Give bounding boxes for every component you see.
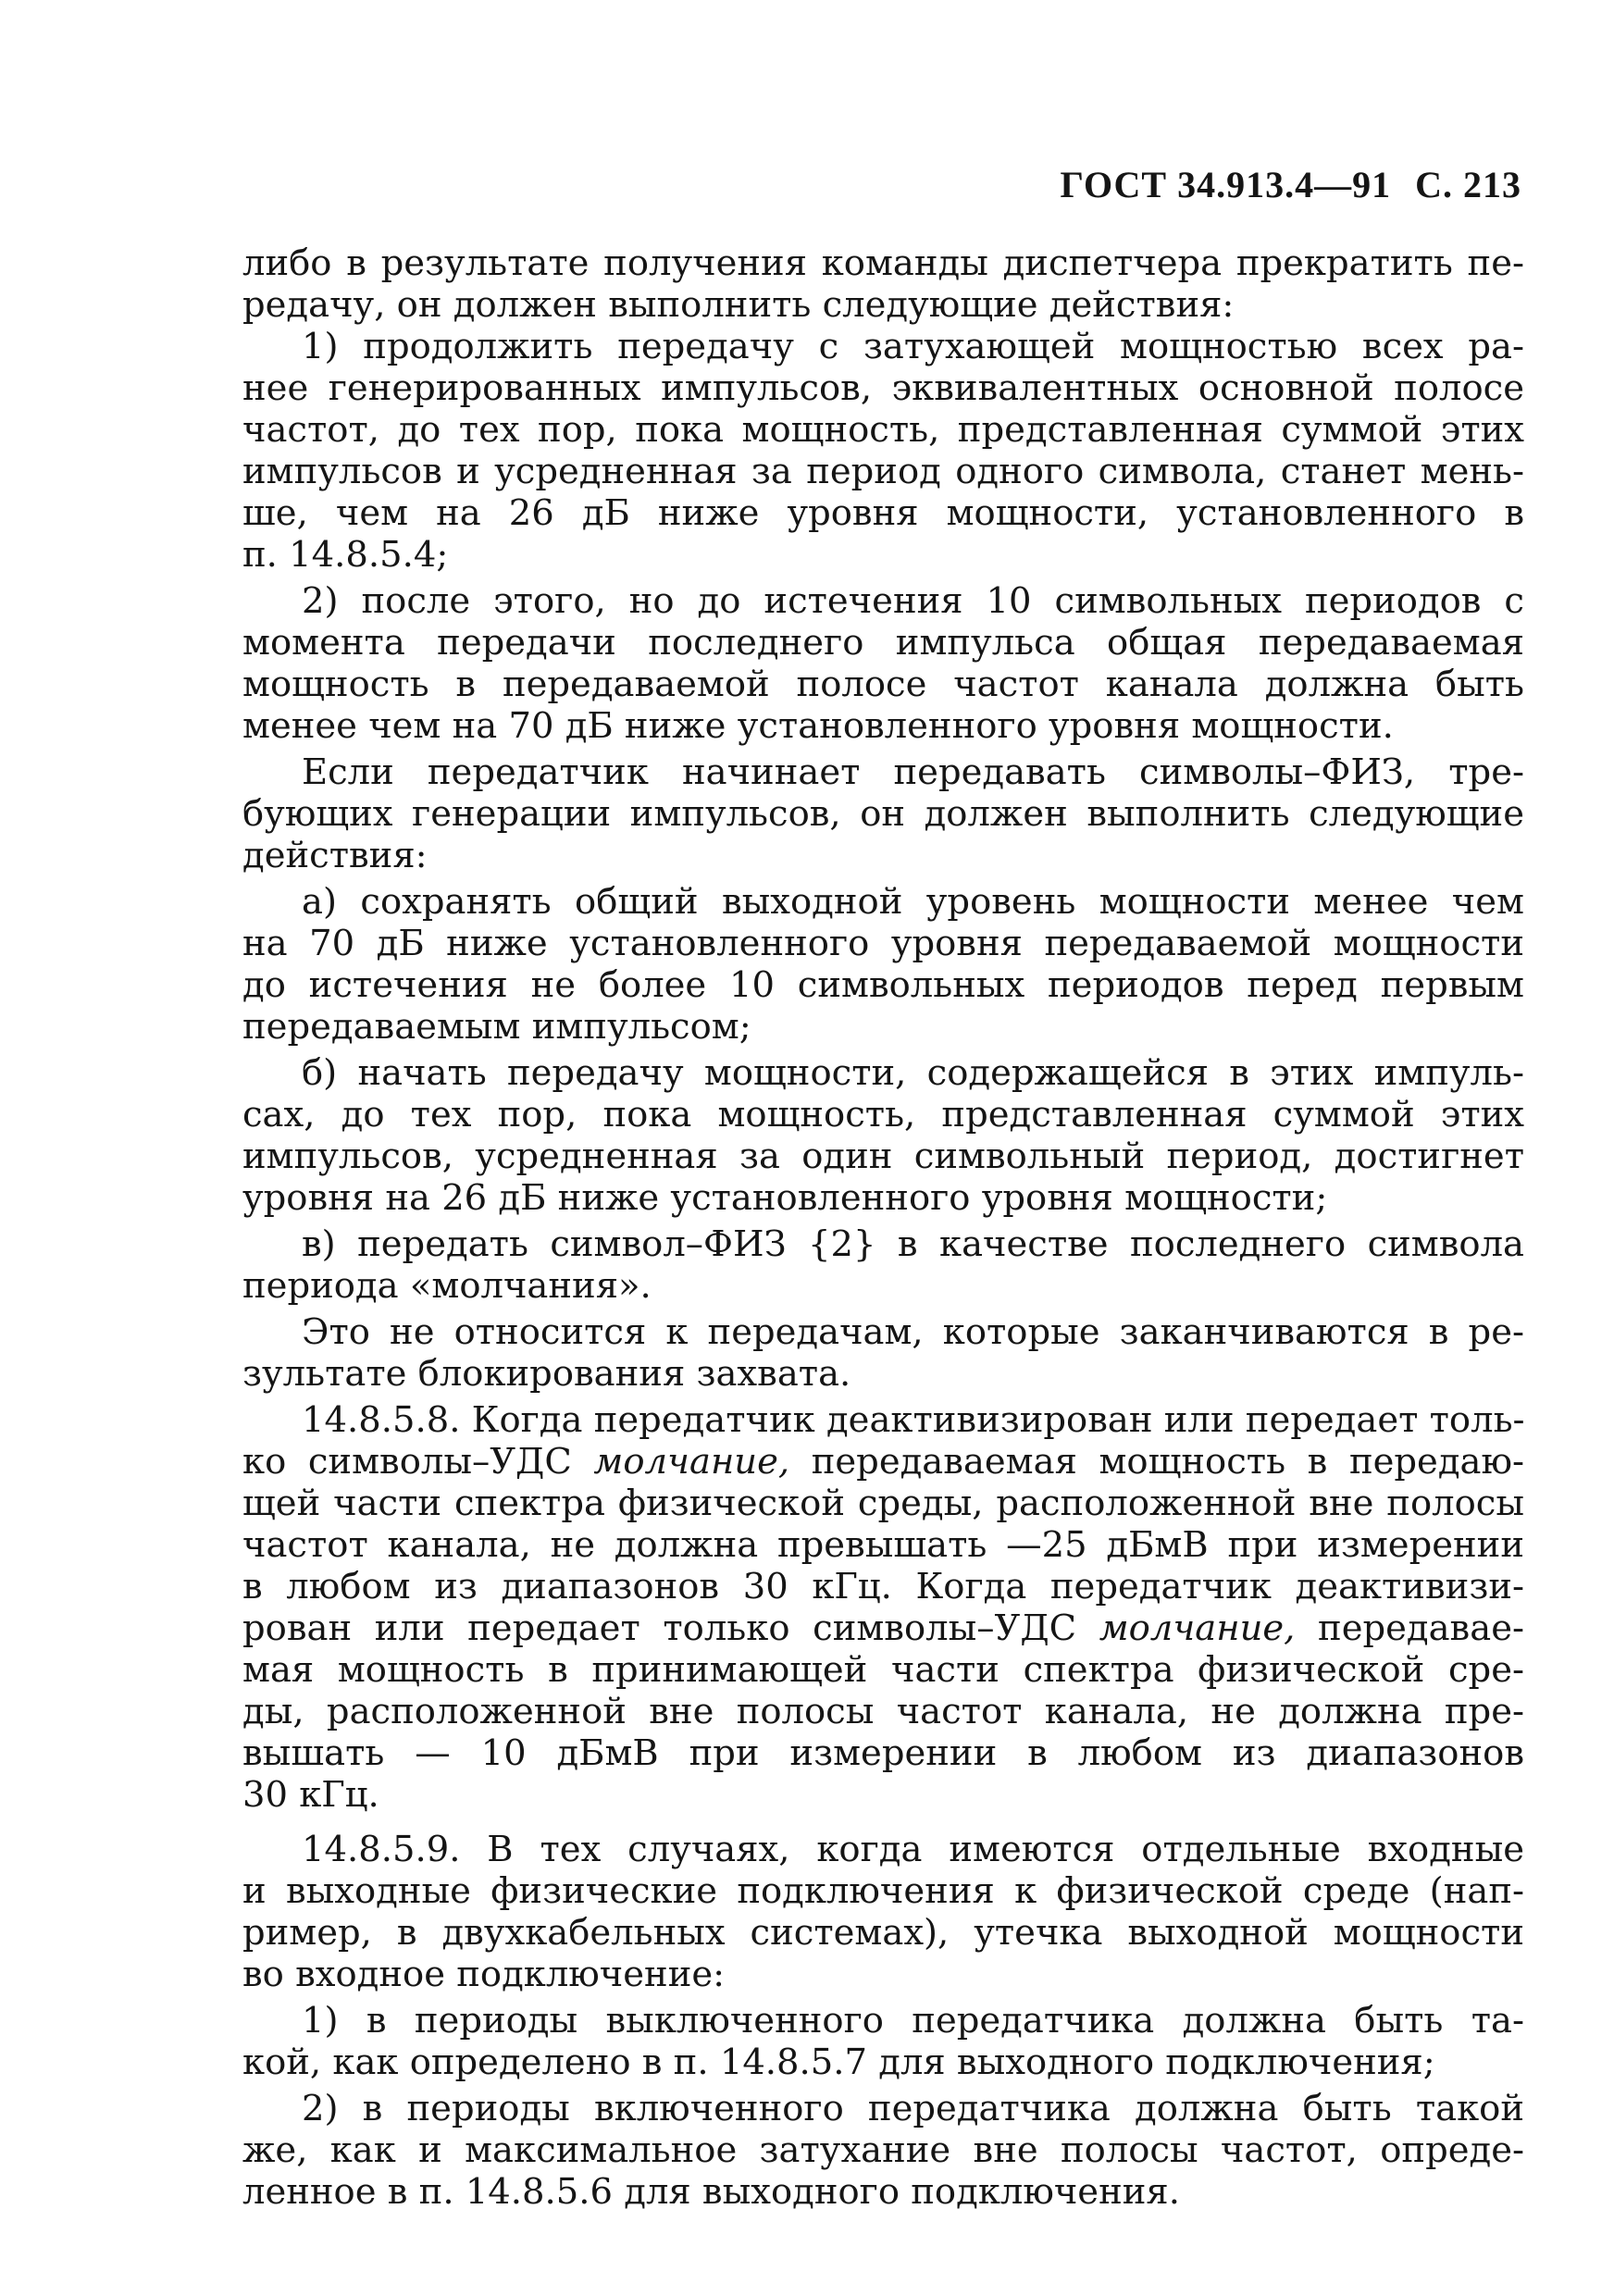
text-line: частот, до тех пор, пока мощность, представленная суммой этих: [242, 409, 1524, 451]
text-line: сах, до тех пор, пока мощность, представленная суммой этих: [242, 1094, 1524, 1136]
text-segment: передаваемая мощность в передаю-: [789, 1441, 1525, 1483]
text-line: зультате блокирования захвата.: [242, 1353, 851, 1395]
text-line: ленное в п. 14.8.5.6 для выходного подключения.: [242, 2171, 1180, 2213]
text-line: действия:: [242, 835, 428, 876]
page-number: С. 213: [1415, 164, 1521, 205]
standard-designation: ГОСТ 34.913.4—91: [1060, 164, 1392, 205]
italic-term: молчание,: [593, 1441, 790, 1483]
text-line: 30 кГц.: [242, 1774, 379, 1816]
text-line: редачу, он должен выполнить следующие действия:: [242, 284, 1235, 326]
text-line: щей части спектра физической среды, расположенной вне полосы: [242, 1483, 1524, 1524]
text-line: мая мощность в принимающей части спектра физической сре-: [242, 1649, 1524, 1691]
text-line: мощность в передаваемой полосе частот канала должна быть: [242, 664, 1524, 705]
text-line: менее чем на 70 дБ ниже установленного уровня мощности.: [242, 705, 1394, 747]
text-segment: рован или передает только символы–УДС: [242, 1607, 1099, 1649]
text-line: на 70 дБ ниже установленного уровня передаваемой мощности: [242, 923, 1524, 964]
text-segment: передавае-: [1295, 1607, 1524, 1649]
text-line: б) начать передачу мощности, содержащейся в этих импуль-: [302, 1052, 1524, 1094]
running-header: [1060, 163, 1521, 206]
text-line: 1) продолжить передачу с затухающей мощностью всех ра-: [302, 326, 1524, 367]
text-line: периода «молчания».: [242, 1265, 652, 1307]
text-line: Если передатчик начинает передавать символы–ФИЗ, тре-: [302, 751, 1524, 793]
text-line: либо в результате получения команды диспетчера прекратить пе-: [242, 242, 1524, 284]
text-line: в любом из диапазонов 30 кГц. Когда передатчик деактивизи-: [242, 1566, 1524, 1607]
text-line: во входное подключение:: [242, 1954, 726, 1995]
text-line: 14.8.5.9. В тех случаях, когда имеются отдельные входные: [302, 1829, 1524, 1870]
text-line: п. 14.8.5.4;: [242, 534, 449, 576]
text-line: 1) в периоды выключенного передатчика должна быть та-: [302, 2000, 1524, 2042]
text-line: кой, как определено в п. 14.8.5.7 для выходного подключения;: [242, 2042, 1435, 2083]
text-line: уровня на 26 дБ ниже установленного уровня мощности;: [242, 1177, 1328, 1219]
italic-term: молчание,: [1099, 1607, 1296, 1649]
text-line: момента передачи последнего импульса общая передаваемая: [242, 622, 1524, 664]
text-line: нее генерированных импульсов, эквивалентных основной полосе: [242, 367, 1524, 409]
text-line: ример, в двухкабельных системах), утечка выходной мощности: [242, 1912, 1524, 1954]
text-line: 2) в периоды включенного передатчика должна быть такой: [302, 2088, 1524, 2129]
text-line: в) передать символ–ФИЗ {2} в качестве последнего символа: [302, 1223, 1524, 1265]
text-line: Это не относится к передачам, которые заканчиваются в ре-: [302, 1311, 1524, 1353]
text-segment: ко символы–УДС: [242, 1441, 594, 1483]
body-text: [242, 242, 1524, 2213]
text-line: бующих генерации импульсов, он должен выполнить следующие: [242, 793, 1524, 835]
text-line: же, как и максимальное затухание вне полосы частот, опреде-: [242, 2129, 1524, 2171]
text-line: ды, расположенной вне полосы частот канала, не должна пре-: [242, 1691, 1524, 1732]
text-line: 2) после этого, но до истечения 10 символьных периодов с: [302, 580, 1524, 622]
text-line: 14.8.5.8. Когда передатчик деактивизирован или передает толь-: [302, 1399, 1525, 1441]
text-line: а) сохранять общий выходной уровень мощности менее чем: [302, 881, 1524, 923]
text-line: частот канала, не должна превышать —25 дБмВ при измерении: [242, 1524, 1524, 1566]
text-line: до истечения не более 10 символьных периодов перед первым: [242, 964, 1524, 1006]
text-line: [242, 1607, 1524, 1649]
text-line: [242, 1441, 1524, 1483]
text-line: ше, чем на 26 дБ ниже уровня мощности, установленного в: [242, 492, 1524, 534]
text-line: импульсов, усредненная за один символьный период, достигнет: [242, 1136, 1524, 1177]
text-line: и выходные физические подключения к физической среде (нап-: [242, 1870, 1524, 1912]
text-line: импульсов и усредненная за период одного символа, станет мень-: [242, 451, 1524, 492]
text-line: вышать — 10 дБмВ при измерении в любом из диапазонов: [242, 1732, 1524, 1774]
text-line: передаваемым импульсом;: [242, 1006, 751, 1048]
